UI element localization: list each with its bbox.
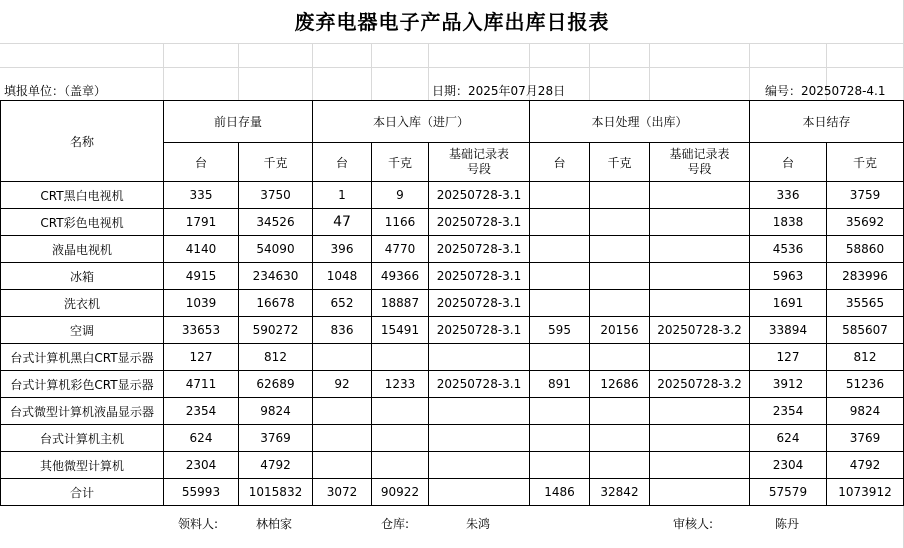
cell-in-kg: 15491 [372,317,429,344]
total-name: 合计 [1,479,164,506]
gridline [238,44,239,100]
cell-end-tai: 2354 [750,398,827,425]
table-row [1,263,904,290]
cell-name: 其他微型计算机 [1,452,164,479]
receiver-label: 领料人: [178,517,219,531]
cell-prev-tai: 1039 [164,290,239,317]
cell-in-rec [429,425,530,452]
cell-prev-tai: 2354 [164,398,239,425]
cell-out-kg: 12686 [590,371,650,398]
cell-prev-tai: 1791 [164,209,239,236]
cell-prev-kg: 3769 [239,425,313,452]
total-end-kg: 1073912 [827,479,904,506]
cell-end-tai: 624 [750,425,827,452]
report-title: 废弃电器电子产品入库出库日报表 [294,10,610,34]
cell-end-tai: 336 [750,182,827,209]
cell-end-tai: 3912 [750,371,827,398]
cell-out-tai [530,425,590,452]
cell-end-kg: 35692 [827,209,904,236]
subheader-end-kg: 千克 [827,143,904,182]
total-row [1,479,904,506]
cell-end-kg: 283996 [827,263,904,290]
cell-out-rec: 20250728-3.2 [650,371,750,398]
cell-name: 冰箱 [1,263,164,290]
header-out: 本日处理（出库） [530,101,750,143]
table-row [1,182,904,209]
cell-prev-kg: 3750 [239,182,313,209]
gridline [649,44,650,100]
cell-out-tai: 595 [530,317,590,344]
table-row [1,398,904,425]
cell-in-kg: 1166 [372,209,429,236]
total-out-kg: 32842 [590,479,650,506]
cell-out-tai: 891 [530,371,590,398]
table-row [1,317,904,344]
cell-in-rec [429,452,530,479]
subheader-in-tai: 台 [313,143,372,182]
cell-in-kg: 49366 [372,263,429,290]
gridline [163,44,164,100]
cell-out-rec [650,452,750,479]
cell-end-kg: 9824 [827,398,904,425]
cell-end-tai: 2304 [750,452,827,479]
cell-end-kg: 35565 [827,290,904,317]
cell-prev-tai: 4711 [164,371,239,398]
table-row [1,209,904,236]
subheader-out-tai: 台 [530,143,590,182]
cell-end-tai: 4536 [750,236,827,263]
gridline [371,44,372,100]
table-row [1,344,904,371]
cell-in-rec [429,398,530,425]
table-row [1,371,904,398]
cell-in-kg: 1233 [372,371,429,398]
total-in-tai: 3072 [313,479,372,506]
cell-name: 空调 [1,317,164,344]
gridline [749,44,750,100]
table-row [1,452,904,479]
cell-end-kg: 812 [827,344,904,371]
cell-prev-kg: 34526 [239,209,313,236]
cell-in-tai: 396 [313,236,372,263]
cell-in-tai [313,344,372,371]
cell-in-kg: 18887 [372,290,429,317]
cell-in-rec: 20250728-3.1 [429,182,530,209]
header-row [1,101,904,143]
cell-in-tai [313,398,372,425]
report-date: 日期：2025年07月28日 [432,84,566,98]
header-in: 本日入库（进厂） [313,101,530,143]
cell-in-tai: 1048 [313,263,372,290]
cell-name: 台式计算机黑白CRT显示器 [1,344,164,371]
cell-prev-tai: 624 [164,425,239,452]
cell-end-kg: 51236 [827,371,904,398]
warehouse-name: 朱鸿 [466,517,491,531]
cell-prev-kg: 62689 [239,371,313,398]
cell-in-rec: 20250728-3.1 [429,317,530,344]
cell-prev-tai: 2304 [164,452,239,479]
cell-out-kg [590,236,650,263]
cell-end-kg: 3769 [827,425,904,452]
cell-prev-tai: 127 [164,344,239,371]
cell-end-tai: 1691 [750,290,827,317]
cell-out-kg [590,344,650,371]
cell-in-rec: 20250728-3.1 [429,263,530,290]
cell-out-tai [530,182,590,209]
cell-out-tai [530,452,590,479]
cell-out-tai [530,263,590,290]
cell-out-kg [590,425,650,452]
cell-prev-kg: 4792 [239,452,313,479]
cell-out-rec [650,398,750,425]
cell-in-tai: 47 [313,209,372,236]
cell-out-rec [650,290,750,317]
cell-end-tai: 33894 [750,317,827,344]
cell-out-kg: 20156 [590,317,650,344]
cell-in-kg: 9 [372,182,429,209]
cell-out-rec [650,425,750,452]
cell-name: 液晶电视机 [1,236,164,263]
filing-unit: 填报单位：（盖章） [4,84,107,98]
cell-out-rec [650,209,750,236]
cell-in-rec: 20250728-3.1 [429,236,530,263]
report-number: 编号：20250728-4.1 [765,84,886,98]
cell-out-kg [590,452,650,479]
cell-out-kg [590,182,650,209]
cell-prev-tai: 33653 [164,317,239,344]
cell-in-kg: 4770 [372,236,429,263]
cell-in-tai: 92 [313,371,372,398]
subheader-out-kg: 千克 [590,143,650,182]
total-prev-kg: 1015832 [239,479,313,506]
cell-in-rec: 20250728-3.1 [429,209,530,236]
cell-out-rec [650,344,750,371]
cell-out-tai [530,398,590,425]
cell-name: 台式微型计算机液晶显示器 [1,398,164,425]
cell-prev-kg: 234630 [239,263,313,290]
cell-in-tai: 836 [313,317,372,344]
header-end: 本日结存 [750,101,904,143]
cell-in-kg [372,425,429,452]
record-label-line2: 号段 [466,162,491,176]
cell-out-kg [590,398,650,425]
cell-in-rec: 20250728-3.1 [429,371,530,398]
cell-out-rec [650,182,750,209]
cell-in-tai: 652 [313,290,372,317]
cell-prev-kg: 16678 [239,290,313,317]
cell-in-kg [372,344,429,371]
record-label-line1: 基础记录表 [448,147,509,161]
total-end-tai: 57579 [750,479,827,506]
record-label-line1: 基础记录表 [669,147,730,161]
gridline [589,44,590,100]
cell-out-kg [590,263,650,290]
cell-prev-kg: 590272 [239,317,313,344]
gridline [428,44,429,100]
cell-out-kg [590,209,650,236]
total-in-kg: 90922 [372,479,429,506]
cell-name: CRT彩色电视机 [1,209,164,236]
cell-name: CRT黑白电视机 [1,182,164,209]
cell-end-tai: 5963 [750,263,827,290]
gridline [0,67,904,68]
receiver-name: 林柏家 [256,517,293,531]
inventory-table [0,100,904,506]
cell-end-tai: 127 [750,344,827,371]
total-prev-tai: 55993 [164,479,239,506]
subheader-prev-kg: 千克 [239,143,313,182]
table-row [1,290,904,317]
cell-in-tai [313,452,372,479]
subheader-out-record [650,143,750,182]
cell-in-rec: 20250728-3.1 [429,290,530,317]
cell-end-kg: 585607 [827,317,904,344]
header-name: 名称 [1,101,164,182]
cell-out-rec: 20250728-3.2 [650,317,750,344]
cell-end-kg: 4792 [827,452,904,479]
cell-name: 台式计算机彩色CRT显示器 [1,371,164,398]
table-row [1,425,904,452]
cell-out-tai [530,236,590,263]
cell-in-rec [429,344,530,371]
cell-in-kg [372,398,429,425]
subheader-end-tai: 台 [750,143,827,182]
record-label-line2: 号段 [687,162,712,176]
cell-out-tai [530,209,590,236]
cell-prev-kg: 9824 [239,398,313,425]
cell-end-kg: 3759 [827,182,904,209]
warehouse-label: 仓库: [381,517,410,531]
cell-end-kg: 58860 [827,236,904,263]
cell-prev-tai: 4140 [164,236,239,263]
subheader-in-kg: 千克 [372,143,429,182]
header-prev: 前日存量 [164,101,313,143]
total-out-tai: 1486 [530,479,590,506]
cell-out-tai [530,344,590,371]
cell-end-tai: 1838 [750,209,827,236]
cell-prev-kg: 812 [239,344,313,371]
cell-in-kg [372,452,429,479]
reviewer-label: 审核人: [673,517,714,531]
subheader-in-record [429,143,530,182]
subheader-prev-tai: 台 [164,143,239,182]
cell-out-rec [650,263,750,290]
gridline [312,44,313,100]
table-row [1,236,904,263]
cell-in-tai: 1 [313,182,372,209]
cell-name: 台式计算机主机 [1,425,164,452]
cell-out-kg [590,290,650,317]
cell-in-tai [313,425,372,452]
cell-out-tai [530,290,590,317]
reviewer-name: 陈丹 [775,517,800,531]
cell-prev-tai: 4915 [164,263,239,290]
cell-prev-kg: 54090 [239,236,313,263]
cell-out-rec [650,236,750,263]
cell-name: 洗衣机 [1,290,164,317]
cell-prev-tai: 335 [164,182,239,209]
